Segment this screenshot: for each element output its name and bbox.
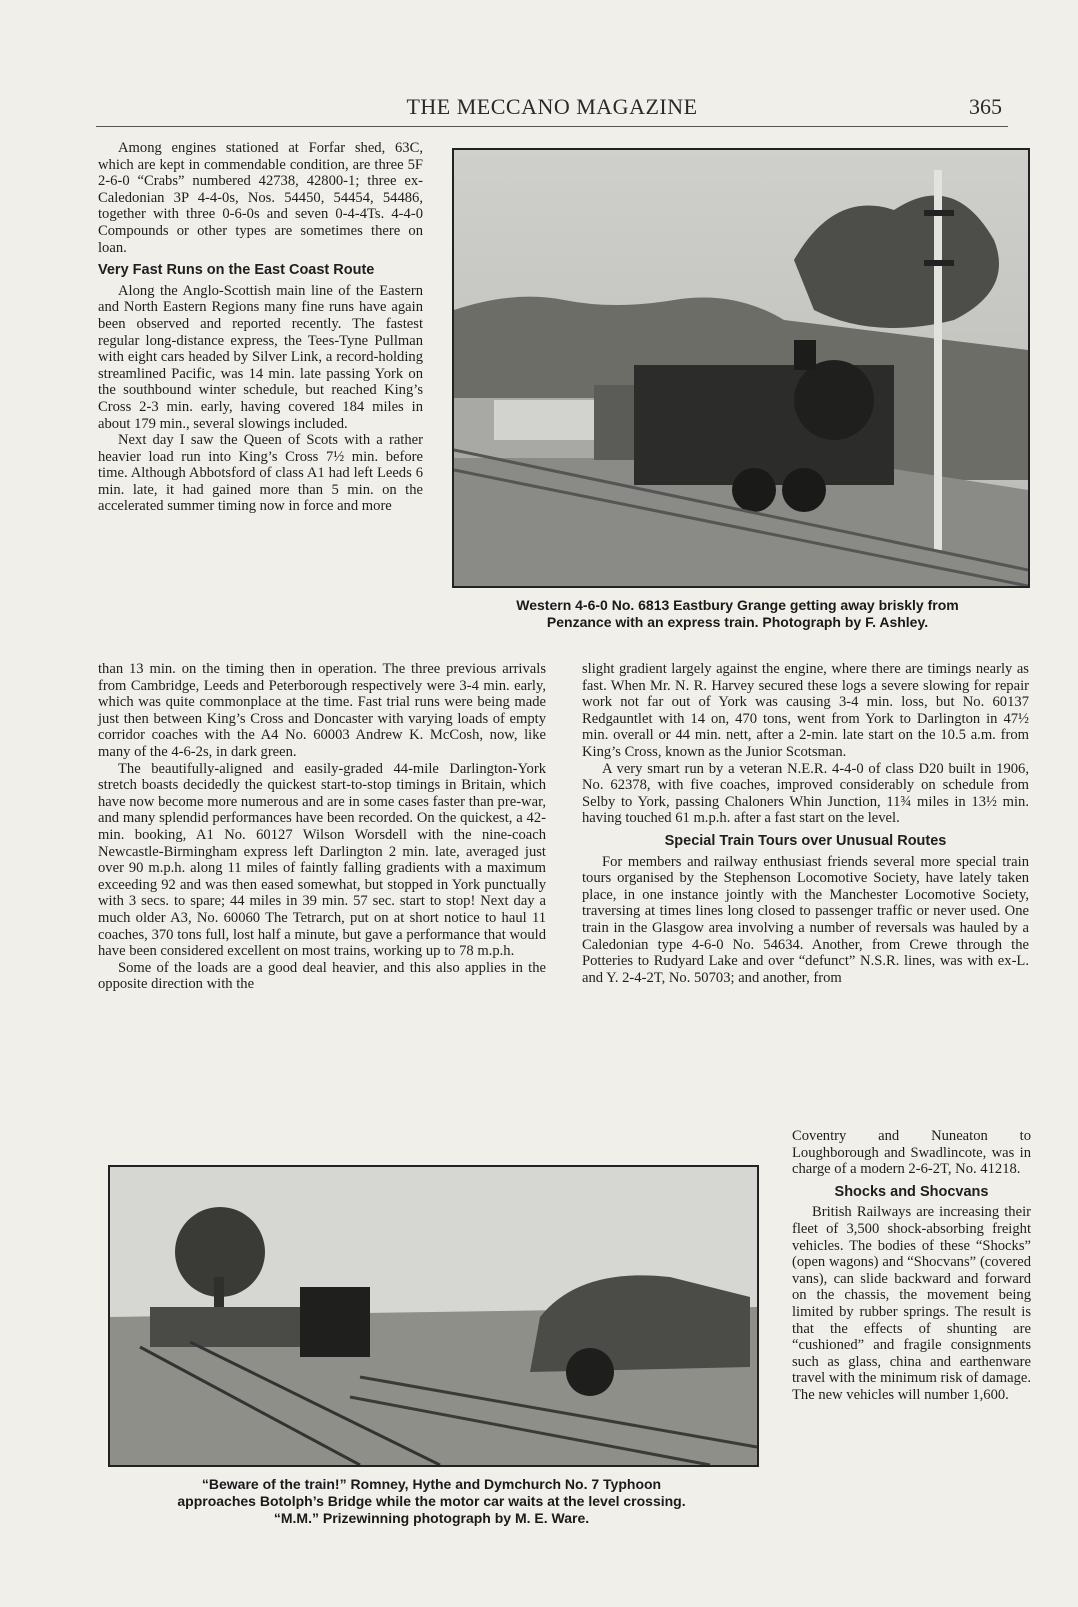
column-left-top — [98, 140, 423, 515]
heading-special-tours: Special Train Tours over Unusual Routes — [664, 832, 947, 849]
column-right-middle — [582, 661, 1029, 986]
caption-bottom-line1: “Beware of the train!” Romney, Hythe and Dymchurch No. 7 Typhoon — [201, 1476, 662, 1492]
caption-bottom-line2: approaches Botolph’s Bridge while the motor car waits at the level crossing. — [177, 1493, 686, 1509]
paragraph-shocks: British Railways are increasing their fleet of 3,500 shock-absorbing freight vehicles. The bodies of these “Shocks” (open wagons) and “Shocvans” (covered vans), can slide backward and forward on the chassis, the movement being limited by rubber springs. The result is that the effects of shunting are “cushioned” and fragile consignments such as glass, china and earthenware travel with the minimum risk of damage. The new vehicles will number 1,600. — [792, 1204, 1031, 1403]
paragraph-queen-of-scots: Next day I saw the Queen of Scots with a rather heavier load run into King’s Cross 7½ min. before time. Although Abbotsford of class A1 had left Leeds 6 min. late, it had gained more than 5 min. on the accelerated summer timing now in force and more — [98, 432, 423, 515]
column-left-middle — [98, 661, 546, 993]
paragraph-forfar: Among engines stationed at Forfar shed, 63C, which are kept in commendable condition, are three 5F 2-6-0 “Crabs” numbered 42738, 42800-1; three ex-Caledonian 3P 4-4-0s, Nos. 54450, 54454, 54486, together with three 0-6-0s and seven 0-4-4Ts. 4-4-0 Compounds or other types are sometimes there on loan. — [98, 140, 423, 256]
paragraph-special-tours: For members and railway enthusiast friends several more special train tours organised by the Stephenson Locomotive Society, have lately taken place, in one instance jointly with the Manchester Locomotive Society, traversing at times lines long closed to passenger traffic or never used. One train in the Glasgow area involving a number of reversals was hauled by a Caledonian type 4-6-0 No. 54634. Another, from Crewe through the Potteries to Rudyard Lake and over “defunct” N.S.R. lines, was with ex-L. and Y. 2-4-2T, No. 50703; and another, from — [582, 853, 1029, 986]
paragraph-darlington-york: The beautifully-aligned and easily-graded 44-mile Darlington-York stretch boasts decidedly the quickest start-to-stop timings in Britain, which have now become more numerous and are in some cases faster than pre-war, and many splendid performances have been recorded. On the quickest, a 42-min. booking, A1 No. 60127 Wilson Worsdell with the nine-coach Newcastle-Birmingham express left Darlington 2 min. late, averaged just over 90 m.p.h. along 11 miles of faintly falling gradients with a maximum exceeding 92 and was then eased somewhat, but stopped in York punctually with 3 secs. to spare; 44 miles in 39 min. 57 sec. start to stop! Next day a much older A3, No. 60060 The Tetrarch, put on at short notice to haul 11 coaches, 370 tons full, lost half a minute, but gave a performance that would have been considered excellent on most trains, working up to 78 m.p.h. — [98, 760, 546, 960]
column-right-bottom — [792, 1128, 1031, 1404]
paragraph-ner-veteran: A very smart run by a veteran N.E.R. 4-4-0 of class D20 built in 1906, No. 62378, with five coaches, improved considerably on schedule from Selby to York, passing Chaloners Whin Junction, 11¾ miles in 13½ min. having touched 61 m.p.h. after a fast start on the level. — [582, 760, 1029, 827]
paragraph-thirteen-min: than 13 min. on the timing then in operation. The three previous arrivals from Cambridge, Leeds and Peterborough respectively were 3-4 min. early, which was quite commonplace at the time. Fast trial runs were being made just then between King’s Cross and Doncaster with varying loads of empty corridor coaches with the A4 No. 60003 Andrew K. McCosh, now, like many of the 4-6-2s, in dark green. — [98, 661, 546, 760]
paragraph-slight-gradient: slight gradient largely against the engine, where there are timings nearly as fast. When Mr. N. R. Harvey secured these logs a severe slowing for repair work not far out of York was causing 3-4 min. loss, but No. 60137 Redgauntlet with 14 on, 470 tons, went from York to Darlington in 47½ min. overall or 44 min. nett, after a 2-min. late start on the 10.5 a.m. from King’s Cross, known as the Junior Scotsman. — [582, 661, 1029, 760]
heading-east-coast: Very Fast Runs on the East Coast Route — [98, 262, 375, 279]
page-header — [96, 92, 1008, 127]
caption-top-line2: Penzance with an express train. Photograph by F. Ashley. — [546, 614, 929, 630]
page-number: 365 — [969, 94, 1002, 119]
photo-romney-typhoon — [108, 1165, 759, 1467]
paragraph-coventry: Coventry and Nuneaton to Loughborough and Swadlincote, was in charge of a modern 2-6-2T, No. 41218. — [792, 1128, 1031, 1178]
paragraph-anglo-scottish: Along the Anglo-Scottish main line of the Eastern and North Eastern Regions many fine runs have again been observed and reported recently. The fastest regular long-distance express, the Tees-Tyne Pullman with eight cars headed by Silver Link, a record-holding streamlined Pacific, was 14 min. late passing York on the southbound winter schedule, but reached King’s Cross 2-3 min. early, having covered 184 miles in about 179 min., several slowings included. — [98, 282, 423, 432]
magazine-title: THE MECCANO MAGAZINE — [406, 94, 698, 119]
paragraph-heavier-loads: Some of the loads are a good deal heavier, and this also applies in the opposite direction with the — [98, 959, 546, 993]
heading-shocks-shocvans: Shocks and Shocvans — [834, 1183, 989, 1200]
caption-top-photo — [440, 597, 1035, 631]
photo-western-grange — [452, 148, 1030, 588]
caption-bottom-line3: “M.M.” Prizewinning photograph by M. E. Ware. — [273, 1510, 590, 1526]
caption-top-line1: Western 4-6-0 No. 6813 Eastbury Grange getting away briskly from — [516, 597, 959, 613]
caption-bottom-photo — [95, 1476, 768, 1527]
